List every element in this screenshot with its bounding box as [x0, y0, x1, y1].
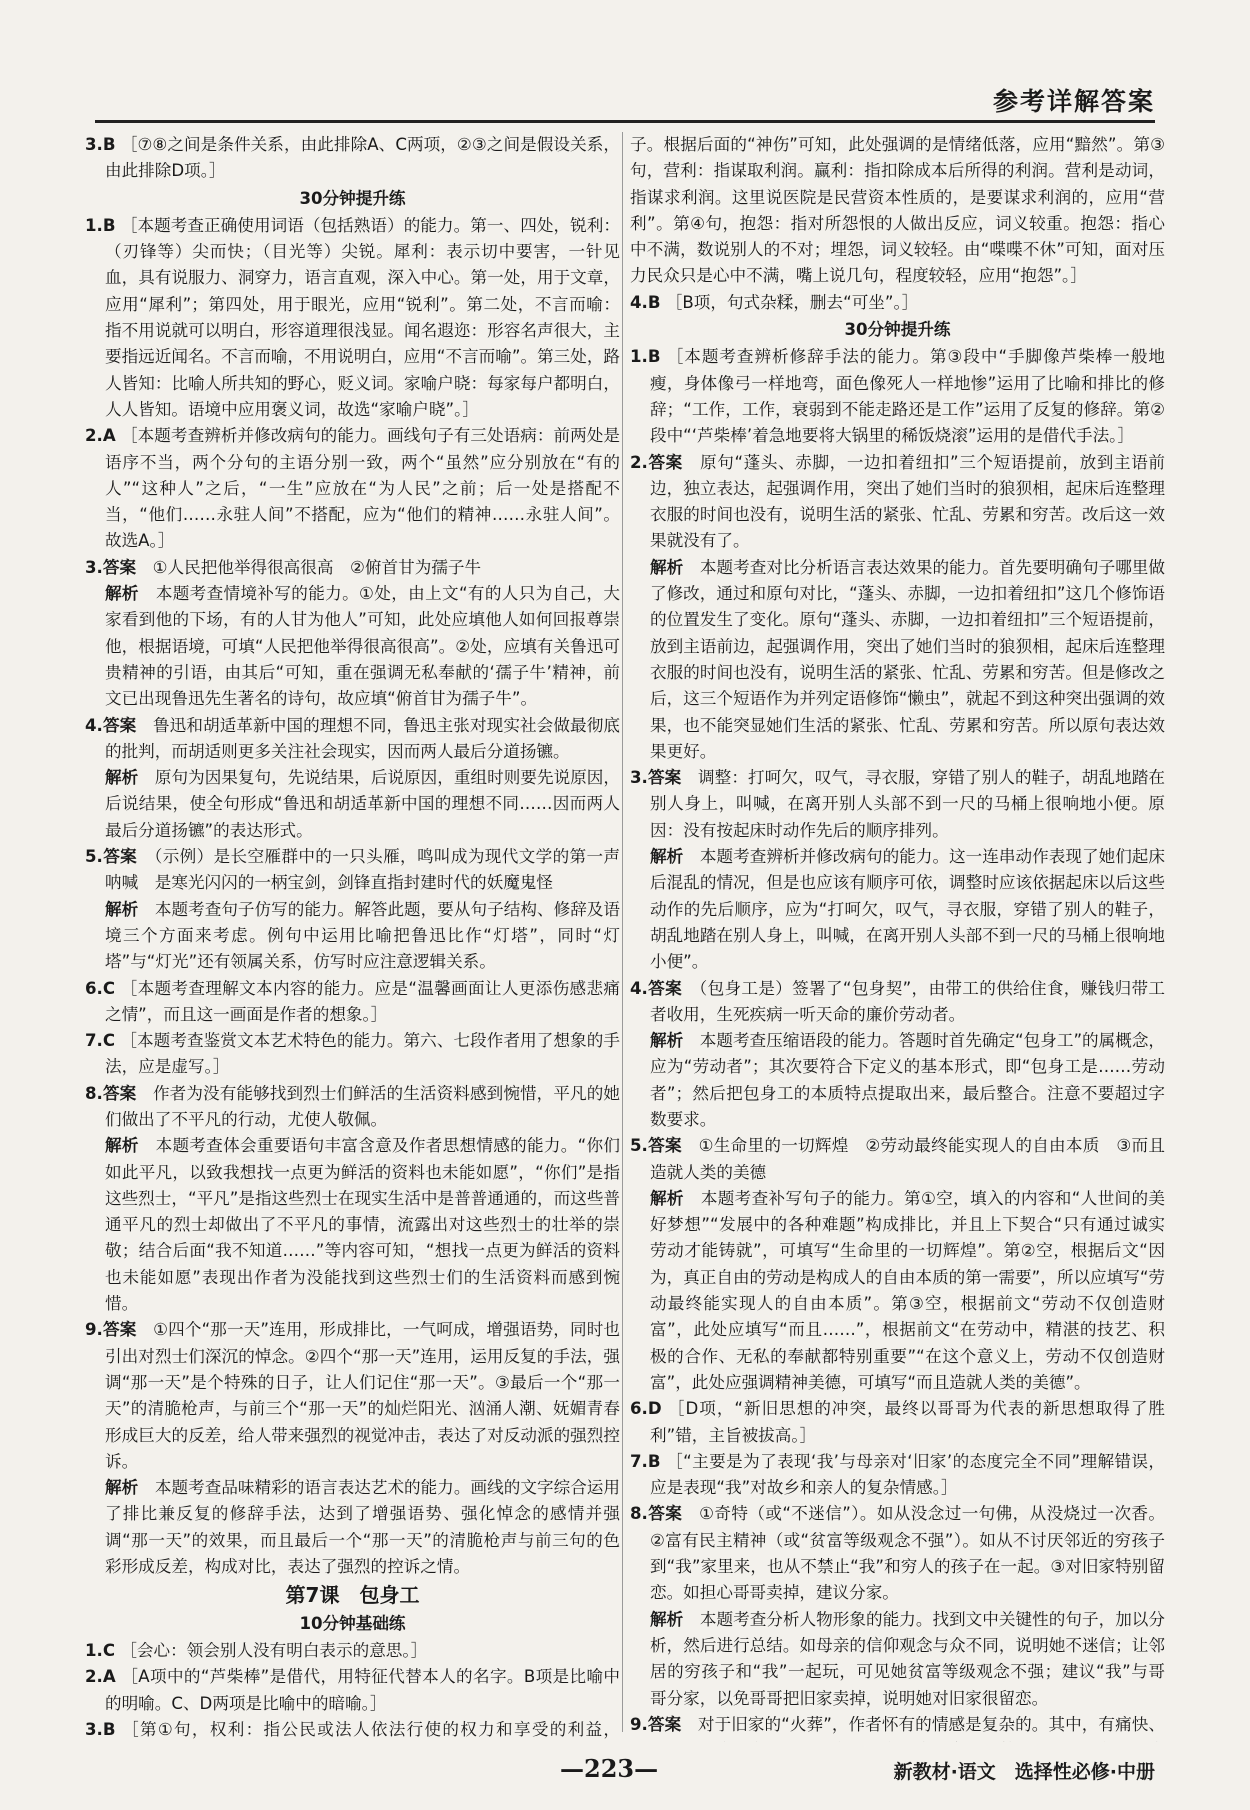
- answer-item: [630, 450, 1165, 555]
- analysis-label: 解析: [105, 584, 139, 604]
- answer-label: 答案: [102, 847, 138, 867]
- analysis-label: 解析: [105, 899, 139, 919]
- analysis-text: 本题考查分析人物形象的能力。找到文中关键性的句子，加以分析，然后进行总结。如母亲的信仰观念与众不同，说明她不迷信；让邻居的穷孩子和“我”一起玩，可见她贫富等级观念不强；建议“我”与哥哥分家，以免哥哥把旧家卖掉，说明她对旧家很留恋。: [650, 1609, 1165, 1708]
- item-number: 3.: [85, 557, 103, 577]
- item-number: 4.B: [630, 292, 661, 312]
- answer-text: （包身工是）签署了“包身契”，由带工的供给住食，赚钱归带工者收用，生死疾病一听天命的廉价劳动者。: [650, 978, 1165, 1024]
- section-heading: 30分钟提升练: [844, 320, 951, 340]
- analysis-paragraph: [630, 555, 1165, 765]
- analysis-paragraph: [85, 897, 620, 976]
- answer-text: ①人民把他举得很高很高 ②俯首甘为孺子牛: [152, 557, 482, 577]
- item-text: ［⑦⑧之间是条件关系，由此排除A、C两项，②③之间是假设关系，由此排除D项。］: [105, 135, 620, 181]
- item-number: 3.B: [85, 1719, 116, 1739]
- answer-label: 答案: [102, 1320, 137, 1340]
- answer-label: 答案: [647, 1714, 682, 1734]
- item-number: 1.B: [630, 347, 661, 367]
- analysis-paragraph: [85, 581, 620, 712]
- answer-text: ①生命里的一切辉煌 ②劳动最终能实现人的自由本质 ③而且造就人类的美德: [650, 1136, 1165, 1182]
- item-number: 5.: [85, 847, 103, 867]
- answer-item: [85, 1081, 620, 1134]
- answer-label: 答案: [647, 452, 683, 472]
- answer-item: [630, 1396, 1165, 1449]
- answer-item: [630, 1449, 1165, 1502]
- analysis-paragraph: [85, 1475, 620, 1580]
- answer-item: [85, 555, 620, 581]
- answer-label: 答案: [102, 1083, 137, 1103]
- answer-text: 原句“蓬头、赤脚，一边扣着纽扣”三个短语提前，放到主语前边，独立表达，起强调作用，突出了她们当时的狼狈相，起床后连整理衣服的时间也没有，说明生活的紧张、忙乱、劳累和穷苦。改后这一效果就没有了。: [650, 452, 1165, 551]
- answer-item: [85, 1028, 620, 1081]
- item-text: ［会心：领会别人没有明白表示的意思。］: [120, 1640, 428, 1660]
- header-rule: [95, 120, 1155, 123]
- item-text: ［本题考查鉴赏文本艺术特色的能力。第六、七段作者用了想象的手法，应是虚写。］: [105, 1031, 620, 1077]
- item-number: 2.A: [85, 1667, 116, 1687]
- answer-item: [630, 290, 1165, 316]
- answer-item: [630, 344, 1165, 449]
- item-number: 1.C: [85, 1640, 116, 1660]
- item-number: 2.A: [85, 426, 116, 446]
- analysis-text: 本题考查辨析并修改病句的能力。这一连串动作表现了她们起床后混乱的情况，但是也应该有顺序可依，调整时应该依据起床以后这些动作的先后顺序，应为“打呵欠，叹气，寻衣服，穿错了别人的鞋子，胡乱地踏在别人身上，叫喊，在离开别人头部不到一尺的马桶上很响地小便”。: [650, 847, 1165, 972]
- item-number: 3.B: [85, 135, 116, 154]
- analysis-text: 本题考查句子仿写的能力。解答此题，要从句子结构、修辞及语境三个方面来考虑。例句中运用比喻把鲁迅比作“灯塔”，同时“灯塔”与“灯光”还有领属关系，仿写时应注意逻辑关系。: [105, 899, 620, 972]
- answer-item: [630, 1501, 1165, 1606]
- answer-label: 答案: [647, 978, 683, 998]
- analysis-label: 解析: [650, 557, 684, 577]
- analysis-label: 解析: [650, 1188, 684, 1208]
- analysis-text: 本题考查补写句子的能力。第①空，填入的内容和“人世间的美好梦想”“发展中的各种难题”构成排比，并且上下契合“只有通过诚实劳动才能铸就”，可填写“生命里的一切辉煌”。第②空，根据后文“因为，真正自由的劳动是构成人的自由本质的第一需要”，所以应填写“劳动最终能实现人的自由本质”。第③空，根据前文“劳动不仅创造财富”，此处应填写“而且……”，根据前文“在劳动中，精湛的技艺、积极的合作、无私的奉献都特别重要”“在这个意义上，劳动不仅创造财富”，此处应强调精神美德，可填写“而且造就人类的美德”。: [650, 1188, 1165, 1392]
- answer-item: [85, 713, 620, 766]
- analysis-label: 解析: [105, 1136, 139, 1156]
- answer-label: 答案: [647, 768, 682, 788]
- answer-item: [85, 844, 620, 897]
- item-number: 5.: [630, 1136, 648, 1156]
- answer-text: 对于旧家的“火葬”，作者怀有的情感是复杂的。其中，有痛快、: [697, 1714, 1165, 1734]
- answer-item: [85, 1317, 620, 1475]
- answer-item: [85, 213, 620, 423]
- item-text: ［第①句，权利：指公民或法人依法行使的权力和享受的利益，: [122, 1719, 620, 1739]
- item-text: ［B项，句式杂糅，删去“可坐”。］: [665, 292, 919, 312]
- answer-item: [630, 976, 1165, 1029]
- analysis-paragraph: [630, 1186, 1165, 1396]
- item-number: 7.C: [85, 1031, 116, 1051]
- analysis-label: 解析: [105, 768, 139, 788]
- analysis-paragraph: [630, 1028, 1165, 1133]
- item-number: 4.: [85, 715, 103, 735]
- answer-text: ①奇特（或“不迷信”）。如从没念过一句佛，从没烧过一次香。②富有民主精神（或“贫富等级观念不强”）。如从不讨厌邻近的穷孩子到“我”家里来，也从不禁止“我”和穷人的孩子在一起。③对旧家特别留恋。如担心哥哥卖掉，建议分家。: [650, 1504, 1165, 1603]
- answer-label: 答案: [102, 715, 137, 735]
- analysis-text: 本题考查压缩语段的能力。答题时首先确定“包身工”的属概念，应为“劳动者”；其次要符合下定义的基本形式，即“包身工是……劳动者”；然后把包身工的本质特点提取出来，最后整合。注意不要超过字数要求。: [650, 1031, 1165, 1129]
- answer-item: [85, 1664, 620, 1717]
- item-number: 9.: [630, 1714, 648, 1734]
- continued-paragraph: 子。根据后面的“神伤”可知，此处强调的是情绪低落，应用“黯然”。第③句，营利：指谋取利润。赢利：指扣除成本后所得的利润。营利是动词，指谋求利润。这里说医院是民营资本性质的，是要谋求利润的，应用“营利”。第④句，抱怨：指对所怨恨的人做出反应，词义较重。抱怨：指心中不满，数说别人的不对；埋怨，词义较轻。由“喋喋不休”可知，面对压力民众只是心中不满，嘴上说几句，程度较轻，应用“抱怨”。］: [630, 135, 1165, 286]
- item-text: ［D项，“新旧思想的冲突，最终以哥哥为代表的新思想取得了胜利”错，主旨被拔高。］: [650, 1399, 1165, 1445]
- answer-item: [630, 1712, 1165, 1742]
- right-column: [630, 132, 1165, 1742]
- item-text: ［本题考查理解文本内容的能力。应是“温馨画面让人更添伤感悲痛之情”，而且这一画面是作者的想象。］: [105, 978, 620, 1024]
- answer-item: [85, 1717, 620, 1742]
- item-number: 9.: [85, 1320, 103, 1340]
- answer-label: 答案: [647, 1136, 682, 1156]
- item-number: 6.D: [630, 1399, 662, 1419]
- answer-item: [85, 423, 620, 554]
- item-text: ［A项中的“芦柴棒”是借代，用特征代替本人的名字。B项是比喻中的明喻。C、D两项是比喻中的暗喻。］: [105, 1667, 620, 1713]
- analysis-paragraph: [630, 1607, 1165, 1712]
- item-text: ［本题考查辨析并修改病句的能力。画线句子有三处语病：前两处是语序不当，两个分句的主语分别一致，两个“虽然”应分别放在“有的人”“这种人”之后，“一生”应放在“为人民”之前；后一处是搭配不当，“他们……永驻人间”不搭配，应为“他们的精神……永驻人间”。故选A。］: [105, 426, 620, 551]
- analysis-label: 解析: [650, 1031, 684, 1051]
- item-number: 8.: [85, 1083, 103, 1103]
- analysis-text: 本题考查情境补写的能力。①处，由上文“有的人只为自己，大家看到他的下场，有的人甘为他人”可知，此处应填他人如何回报尊崇他，根据语境，可填“人民把他举得很高很高”。②处，应填有关鲁迅可贵精神的引语，由其后“可知，重在强调无私奉献的‘孺子牛’精神，前文已出现鲁迅先生著名的诗句，故应填“俯首甘为孺子牛”。: [105, 584, 620, 709]
- answer-item: [630, 765, 1165, 844]
- item-number: 8.: [630, 1504, 648, 1524]
- analysis-text: 原句为因果复句，先说结果，后说原因，重组时则要先说原因，后说结果，使全句形成“鲁迅和胡适革新中国的理想不同……因而两人最后分道扬镳”的表达形式。: [105, 768, 620, 840]
- item-number: 7.B: [630, 1451, 661, 1471]
- analysis-label: 解析: [650, 847, 684, 867]
- item-text: ［本题考查正确使用词语（包括熟语）的能力。第一、四处，锐利：（刃锋等）尖而快；（目光等）尖锐。犀利：表示切中要害，一针见血，具有说服力、洞穿力，语言直观，深入中心。第一处，用于文章，应用“犀利”；第四处，用于眼光，应用“锐利”。第二处，不言而喻：指不用说就可以明白，形容道理很浅显。闻名遐迩：形容名声很大，主要指远近闻名。不言而喻，不用说明白，应用“不言而喻”。第三处，路人皆知：比喻人所共知的野心，贬义词。家喻户晓：每家每户都明白，人人皆知。语境中应用褒义词，故选“家喻户晓”。］: [105, 215, 620, 419]
- answer-text: 鲁迅和胡适革新中国的理想不同，鲁迅主张对现实社会做最彻底的批判，而胡适则更多关注社会现实，因而两人最后分道扬镳。: [105, 715, 620, 761]
- book-title: 新教材·语文 选择性必修·中册: [893, 1761, 1155, 1783]
- answer-label: 答案: [647, 1504, 683, 1524]
- left-column: [85, 132, 620, 1742]
- column-divider: [622, 132, 623, 1732]
- item-text: ［本题考查辨析修辞手法的能力。第③段中“手脚像芦柴棒一般地瘦，身体像弓一样地弯，面色像死人一样地惨”运用了比喻和排比的修辞；“工作，工作，衰弱到不能走路还是工作”运用了反复的修辞。第②段中“‘芦柴棒’着急地要将大锅里的稀饭烧滚”运用的是借代手法。］: [650, 347, 1165, 446]
- answer-label: 答案: [102, 557, 137, 577]
- analysis-label: 解析: [105, 1478, 139, 1498]
- item-number: 1.B: [85, 215, 116, 235]
- analysis-paragraph: [85, 1133, 620, 1317]
- item-number: 6.C: [85, 978, 116, 998]
- answer-item: [85, 132, 620, 185]
- analysis-paragraph: [630, 844, 1165, 975]
- page-header-title: 参考详解答案: [992, 87, 1155, 116]
- analysis-text: 本题考查体会重要语句丰富含意及作者思想情感的能力。“你们如此平凡，以致我想找一点更为鲜活的资料也未能如愿”，“你们”是指这些烈士，“平凡”是指这些烈士在现实生活中是普普通通的，而这些普通平凡的烈士却做出了不平凡的事情，流露出对这些烈士的壮举的崇敬；结合后面“我不知道……”等内容可知，“想找一点更为鲜活的资料也未能如愿”表现出作者为没能找到这些烈士们的生活资料而感到惋惜。: [105, 1136, 620, 1314]
- item-number: 4.: [630, 978, 648, 998]
- answer-item: [85, 976, 620, 1029]
- lesson-title: 第7课 包身工: [285, 1583, 420, 1608]
- analysis-label: 解析: [650, 1609, 684, 1629]
- answer-text: ①四个“那一天”连用，形成排比，一气呵成，增强语势，同时也引出对烈士们深沉的悼念。②四个“那一天”连用，运用反复的手法，强调“那一天”是个特殊的日子，让人们记住“那一天”。③最后一个“那一天”的清脆枪声，与前三个“那一天”的灿烂阳光、汹涌人潮、妩媚青春形成巨大的反差，给人带来强烈的视觉冲击，表达了对反动派的强烈控诉。: [105, 1320, 620, 1471]
- answer-text: 作者为没有能够找到烈士们鲜活的生活资料感到惋惜，平凡的她们做出了不平凡的行动，尤使人敬佩。: [105, 1083, 620, 1129]
- item-number: 3.: [630, 768, 648, 788]
- answer-item: [630, 1133, 1165, 1186]
- item-text: ［“主要是为了表现‘我’与母亲对‘旧家’的态度完全不同”理解错误，应是表现“我”对故乡和亲人的复杂情感。］: [650, 1451, 1165, 1498]
- section-heading: 10分钟基础练: [299, 1613, 406, 1633]
- page-number: —223—: [560, 1754, 659, 1783]
- analysis-paragraph: [85, 765, 620, 844]
- answer-text: （示例）是长空雁群中的一只头雁，鸣叫成为现代文学的第一声呐喊 是寒光闪闪的一柄宝剑，剑锋直指封建时代的妖魔鬼怪: [105, 847, 620, 893]
- answer-text: 调整：打呵欠，叹气，寻衣服，穿错了别人的鞋子，胡乱地踏在别人身上，叫喊，在离开别人头部不到一尺的马桶上很响地小便。原因：没有按起床时动作先后的顺序排列。: [650, 768, 1165, 840]
- answer-item: [85, 1638, 620, 1664]
- analysis-text: 本题考查品味精彩的语言表达艺术的能力。画线的文字综合运用了排比兼反复的修辞手法，达到了增强语势、强化悼念的感情并强调“那一天”的效果，而且最后一个“那一天”的清脆枪声与前三句的色彩形成反差，构成对比，表达了强烈的控诉之情。: [105, 1478, 620, 1577]
- section-heading: 30分钟提升练: [299, 188, 406, 208]
- item-number: 2.: [630, 452, 648, 472]
- analysis-text: 本题考查对比分析语言表达效果的能力。首先要明确句子哪里做了修改，通过和原句对比，“蓬头、赤脚，一边扣着纽扣”这几个修饰语的位置发生了变化。原句“蓬头、赤脚，一边扣着纽扣”三个短语提前，放到主语前边，起强调作用，突出了她们当时的狼狈相，起床后连整理衣服的时间也没有，说明生活的紧张、忙乱、劳累和穷苦。但是修改之后，这三个短语作为并列定语修饰“懒虫”，就起不到这种突出强调的效果，也不能突显她们生活的紧张、忙乱、劳累和穷苦。所以原句表达效果更好。: [650, 557, 1165, 761]
